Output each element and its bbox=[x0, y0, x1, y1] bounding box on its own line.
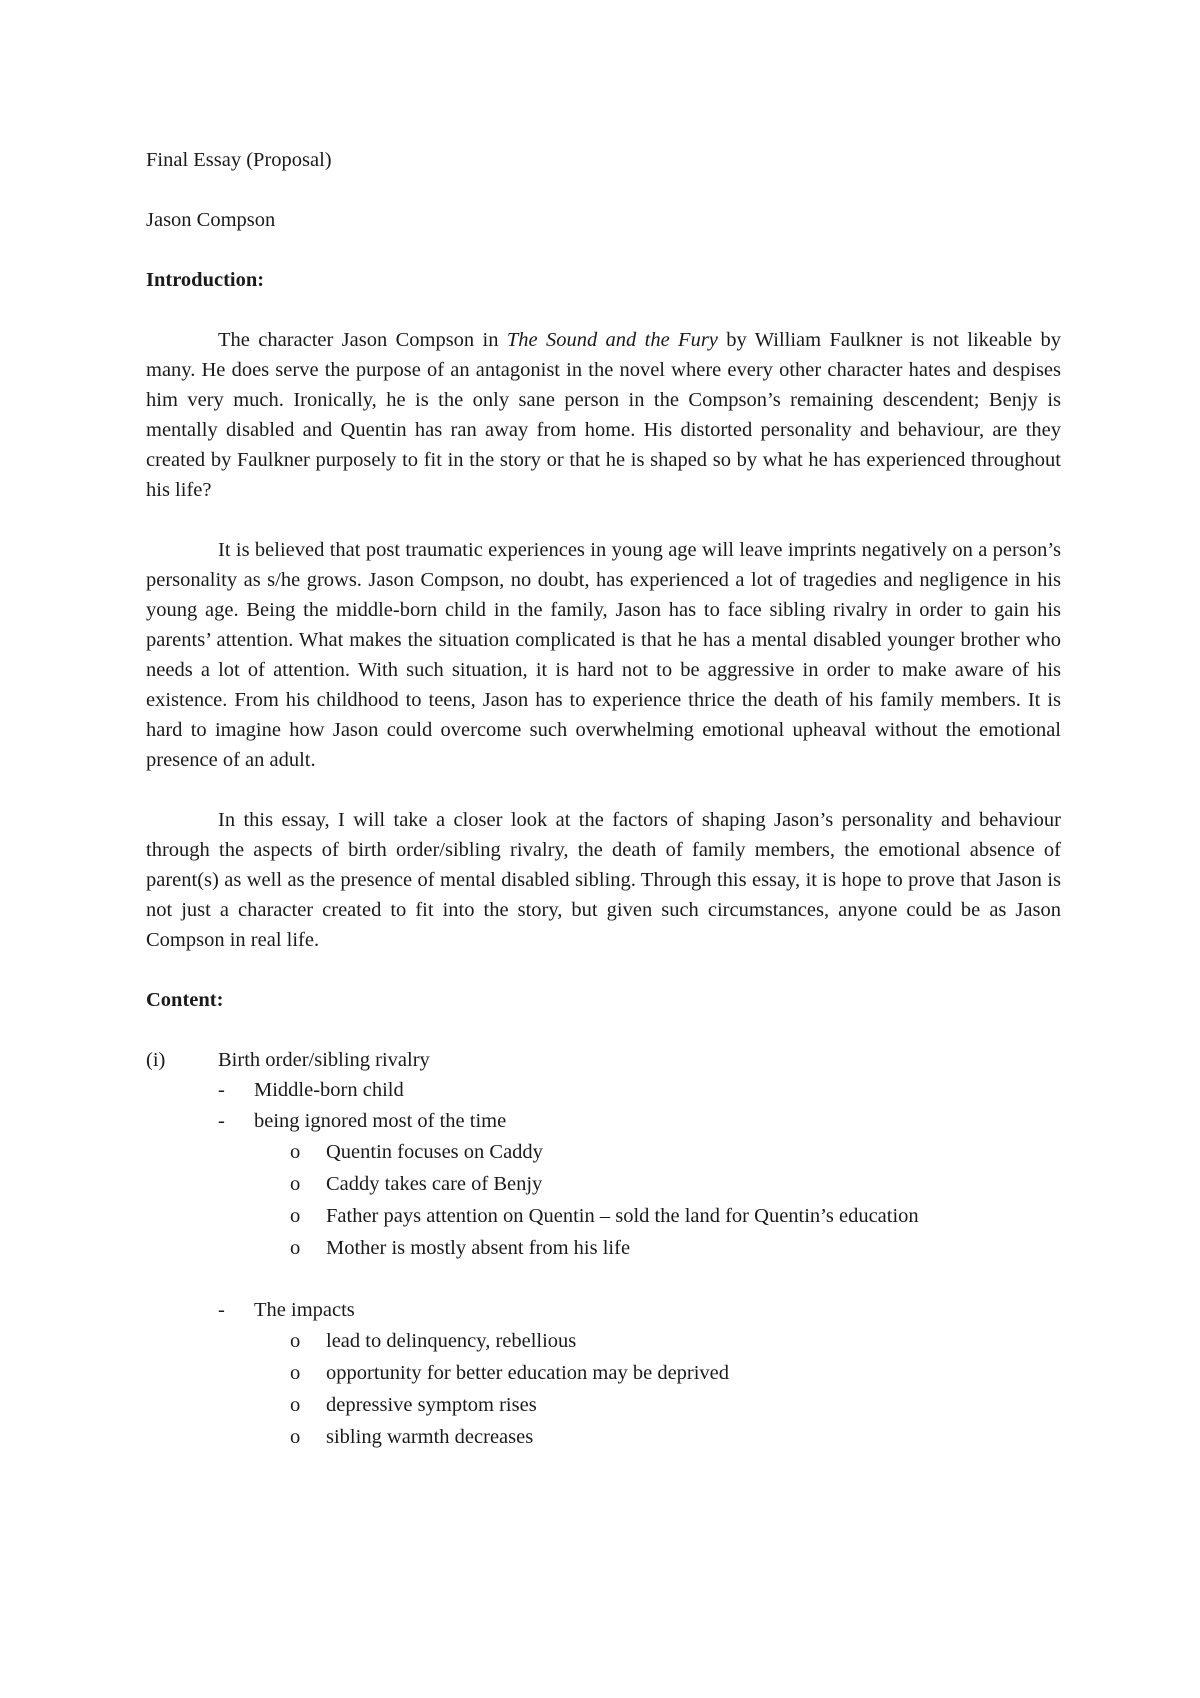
dash-marker: - bbox=[218, 1299, 225, 1321]
section-1-heading bbox=[146, 1045, 1061, 1075]
sub-list-item bbox=[146, 1422, 1061, 1454]
circle-bullet: o bbox=[290, 1394, 301, 1416]
paragraph-1-rest: by William Faulkner is not likeable by many. He does serve the purpose of an antagonist in the novel where every other character hates and despises him very much. Ironically, he is the only sane person in the Compson’s remaining descendent; Benjy is mentally disabled and Quentin has ran away from home. His distorted personality and behaviour, are they created by Faulkner purposely to fit in the story or that he is shaped so by what he has experienced throughout his life? bbox=[146, 329, 1061, 501]
sub-list-item-text: Mother is mostly absent from his life bbox=[326, 1237, 631, 1259]
section-1-label: Birth order/sibling rivalry bbox=[218, 1049, 430, 1071]
circle-bullet: o bbox=[290, 1141, 301, 1163]
sub-list-item-text: sibling warmth decreases bbox=[326, 1426, 534, 1448]
circle-bullet: o bbox=[290, 1362, 301, 1384]
sub-list-item-text: opportunity for better education may be deprived bbox=[326, 1362, 730, 1384]
sub-list-item-text: lead to delinquency, rebellious bbox=[326, 1330, 577, 1352]
sub-list-item bbox=[146, 1137, 1061, 1169]
intro-paragraph-2: It is believed that post traumatic experiences in young age will leave imprints negatively on a person’s personality as s/he grows. Jason Compson, no doubt, has experienced a lot of tragedies and negligence in his young age. Being the middle-born child in the family, Jason has to face sibling rivalry in order to gain his parents’ attention. What makes the situation complicated is that he has a mental disabled younger brother who needs a lot of attention. With such situation, it is hard not to be aggressive in order to make aware of his existence. From his childhood to teens, Jason has to experience thrice the death of his family members. It is hard to imagine how Jason could overcome such overwhelming emotional upheaval without the emotional presence of an adult. bbox=[146, 539, 1061, 771]
list-item bbox=[146, 1295, 1061, 1326]
circle-bullet: o bbox=[290, 1173, 301, 1195]
document-title: Final Essay (Proposal) bbox=[146, 149, 332, 171]
intro-paragraph-3: In this essay, I will take a closer look at the factors of shaping Jason’s personality and behaviour through the aspects of birth order/sibling rivalry, the death of family members, the emotional absence of parent(s) as well as the presence of mental disabled sibling. Through this essay, it is hope to prove that Jason is not just a character created to fit into the story, but given such circumstances, anyone could be as Jason Compson in real life. bbox=[146, 809, 1061, 951]
sub-list-item-text: Quentin focuses on Caddy bbox=[326, 1141, 543, 1163]
sub-list-item bbox=[146, 1233, 1061, 1265]
content-heading: Content: bbox=[146, 989, 224, 1011]
section-1-number: (i) bbox=[146, 1049, 166, 1071]
list-spacer bbox=[146, 1265, 1061, 1295]
circle-bullet: o bbox=[290, 1205, 301, 1227]
document-subject: Jason Compson bbox=[146, 209, 276, 231]
circle-bullet: o bbox=[290, 1426, 301, 1448]
sub-list-item bbox=[146, 1169, 1061, 1201]
sub-list-item bbox=[146, 1201, 1061, 1233]
paragraph-1-lead: The character Jason Compson in bbox=[218, 329, 507, 351]
sub-list-item bbox=[146, 1358, 1061, 1390]
list-item bbox=[146, 1075, 1061, 1106]
list-item-text: Middle-born child bbox=[254, 1079, 404, 1101]
list-item bbox=[146, 1106, 1061, 1137]
sub-list-item-text: Caddy takes care of Benjy bbox=[326, 1173, 543, 1195]
list-item-text: The impacts bbox=[254, 1299, 355, 1321]
circle-bullet: o bbox=[290, 1237, 301, 1259]
circle-bullet: o bbox=[290, 1330, 301, 1352]
intro-paragraph-1 bbox=[146, 325, 1061, 505]
book-title: The Sound and the Fury bbox=[506, 329, 718, 351]
content-outline bbox=[146, 1045, 1061, 1454]
dash-marker: - bbox=[218, 1110, 225, 1132]
document-body bbox=[146, 145, 1061, 1454]
sub-list-item bbox=[146, 1326, 1061, 1358]
list-item-text: being ignored most of the time bbox=[254, 1110, 507, 1132]
sub-list-item-text: Father pays attention on Quentin – sold the land for Quentin’s education bbox=[326, 1205, 919, 1227]
sub-list-item bbox=[146, 1390, 1061, 1422]
introduction-heading: Introduction: bbox=[146, 269, 265, 291]
dash-marker: - bbox=[218, 1079, 225, 1101]
sub-list-item-text: depressive symptom rises bbox=[326, 1394, 537, 1416]
